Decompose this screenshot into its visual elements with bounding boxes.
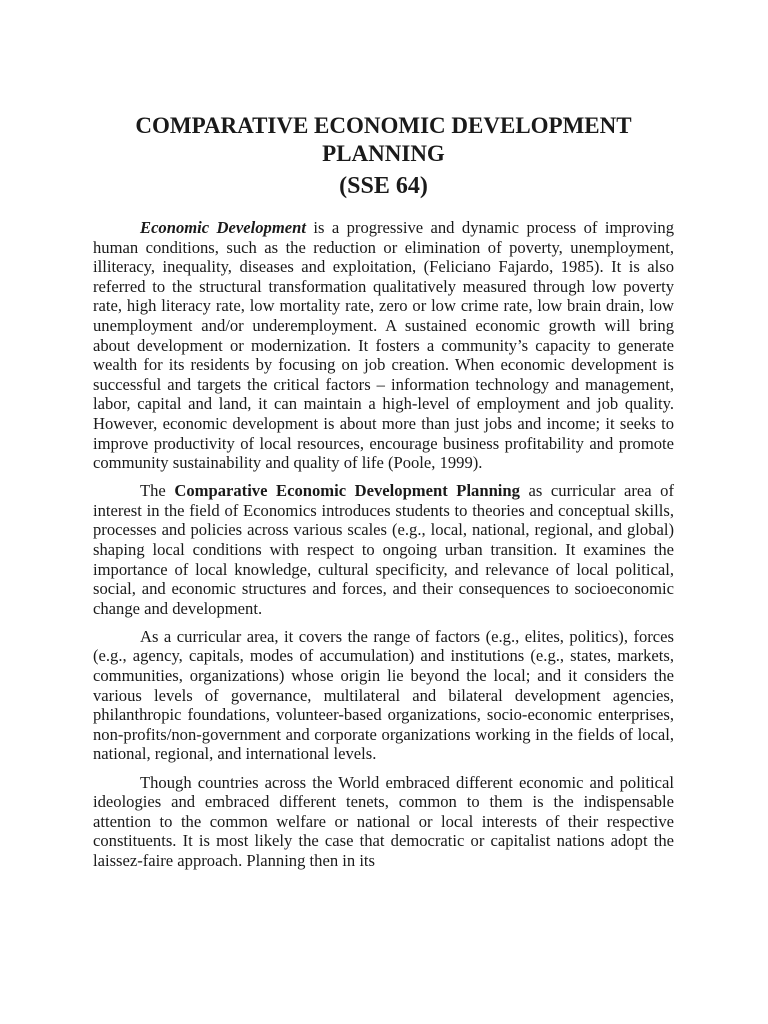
document-title: [93, 112, 674, 200]
paragraph-body: As a curricular area, it covers the range of factors (e.g., elites, politics), forces (e.g., agency, capitals, modes of accumulation) and institutions (e.g., states, markets, communities, organizations) whose origin lie beyond the local; and it considers the various levels of governance, multilateral and bilateral development agencies, philanthropic foundations, volunteer-based organizations, socio-economic enterprises, non-profits/non-government and corporate organizations working in the fields of local, national, regional, and international levels.: [93, 626, 674, 764]
paragraph-comparative-planning: [93, 481, 674, 618]
paragraph-prefix: The: [140, 481, 175, 501]
paragraph-curricular-area: [93, 627, 674, 764]
paragraph-body: as curricular area of interest in the field of Economics introduces students to theories and conceptual skills, processes and policies across various scales (e.g., local, national, regional, and global) shaping local conditions with respect to ongoing urban transition. It examines the importance of local knowledge, cultural specificity, and relevance of local political, social, and economic structures and forces, and their consequences to socioeconomic change and development.: [93, 481, 674, 618]
title-line-2: PLANNING: [322, 141, 445, 166]
course-code: (SSE 64): [339, 173, 428, 199]
paragraph-lead-term: Economic Development: [140, 218, 306, 237]
paragraph-ideologies: [93, 773, 674, 871]
document-page: [93, 112, 674, 879]
paragraph-economic-development: [93, 218, 674, 473]
paragraph-lead-term: Comparative Economic Development Planning: [174, 481, 520, 501]
paragraph-body: is a progressive and dynamic process of improving human conditions, such as the reduction or elimination of poverty, unemployment, illiteracy, inequality, diseases and exploitation, (Feliciano Fajardo, 1985). It is also referred to the structural transformation qualitatively measured through low poverty rate, high literacy rate, low mortality rate, zero or low crime rate, low brain drain, low unemployment and/or underemployment. A sustained economic growth will bring about development or modernization. It fosters a community’s capacity to generate wealth for its residents by focusing on job creation. When economic development is successful and targets the critical factors – information technology and management, labor, capital and land, it can maintain a high-level of employment and job quality. However, economic development is about more than just jobs and income; it seeks to improve productivity of local resources, encourage business profitability and promote community sustainability and quality of life (Poole, 1999).: [93, 218, 674, 473]
title-line-1: COMPARATIVE ECONOMIC DEVELOPMENT: [135, 113, 632, 138]
paragraph-body: Though countries across the World embraced different economic and political ideologies and embraced different tenets, common to them is the indispensable attention to the common welfare or national or local interests of their respective constituents. It is most likely the case that democratic or capitalist nations adopt the laissez-faire approach. Planning then in its: [93, 772, 674, 870]
